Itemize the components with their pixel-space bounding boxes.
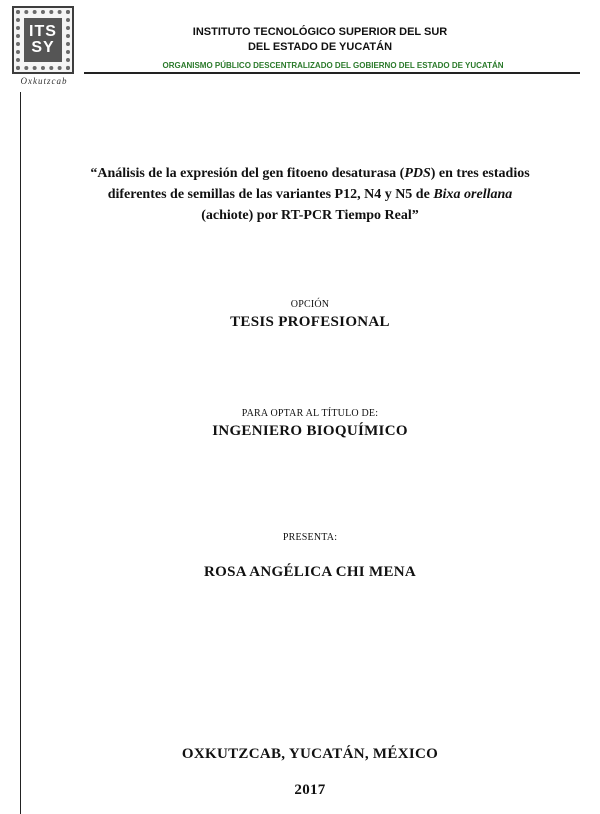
title-text-part1: “Análisis de la expresión del gen fitoeno desaturasa (	[90, 166, 405, 181]
author-name: ROSA ANGÉLICA CHI MENA	[203, 564, 417, 580]
logo-text-line1: ITS	[29, 23, 57, 40]
thesis-title	[40, 163, 580, 226]
title-text-part4: (achiote) por RT-PCR Tiempo Real”	[201, 208, 419, 223]
degree-label: PARA OPTAR AL TÍTULO DE:	[241, 408, 379, 419]
title-text-part2: ) en tres estadios	[430, 166, 530, 181]
title-italic-gene: PDS	[404, 166, 431, 181]
institution-logo	[12, 6, 76, 90]
organism-subtitle: ORGANISMO PÚBLICO DESCENTRALIZADO DEL GOBIERNO DEL ESTADO DE YUCATÁN	[162, 61, 504, 70]
logo-text-line2: SY	[31, 39, 55, 56]
institution-name-line2: DEL ESTADO DE YUCATÁN	[247, 41, 393, 53]
institution-name-line1: INSTITUTO TECNOLÓGICO SUPERIOR DEL SUR	[192, 26, 448, 38]
logo-city-label: Oxkutzcab	[20, 76, 68, 86]
option-value: TESIS PROFESIONAL	[230, 314, 390, 330]
presents-label: PRESENTA:	[282, 532, 338, 543]
logo-mark	[24, 18, 62, 62]
degree-value: INGENIERO BIOQUÍMICO	[212, 423, 408, 439]
place-line: OXKUTZCAB, YUCATÁN, MÉXICO	[181, 746, 439, 762]
left-margin-rule	[20, 92, 21, 814]
logo-frame	[12, 6, 74, 74]
title-text-part3: diferentes de semillas de las variantes P12, N4 y N5 de	[107, 187, 434, 202]
header-divider	[84, 72, 580, 74]
option-label: OPCIÓN	[290, 299, 330, 310]
year-line: 2017	[294, 782, 326, 798]
title-italic-species: Bixa orellana	[433, 187, 513, 202]
